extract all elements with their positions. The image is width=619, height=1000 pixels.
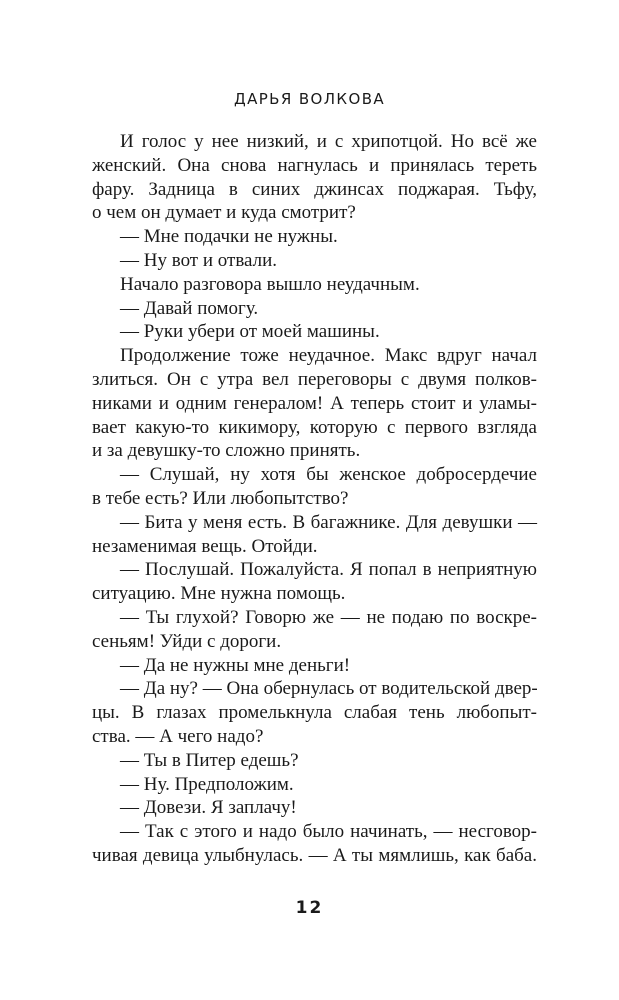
text-line: в тебе есть? Или любопытство? bbox=[92, 487, 349, 509]
text-line: чивая девица улыбнулась. — А ты мямлишь, как баба. bbox=[92, 844, 537, 866]
text-line: — Довези. Я заплачу! bbox=[120, 797, 297, 819]
text-line: — Послушай. Пожалуйста. Я попал в неприятную bbox=[120, 559, 537, 581]
text-line: незаменимая вещь. Отойди. bbox=[92, 535, 318, 557]
text-line: ситуацию. Мне нужна помощь. bbox=[92, 583, 346, 605]
text-line: — Бита у меня есть. В багажнике. Для девушки — bbox=[120, 511, 537, 533]
text-line: ства. — А чего надо? bbox=[92, 725, 264, 747]
text-line: — Слушай, ну хотя бы женское добросердечие bbox=[120, 464, 537, 486]
page-number: 12 bbox=[295, 898, 324, 918]
text-line: фару. Задница в синих джинсах поджарая. Тьфу, bbox=[92, 178, 537, 200]
text-line: — Так с этого и надо было начинать, — несговор- bbox=[120, 821, 537, 843]
text-line: женский. Она снова нагнулась и принялась тереть bbox=[92, 154, 537, 176]
text-line: — Ну. Предположим. bbox=[120, 773, 294, 795]
text-line: — Мне подачки не нужны. bbox=[120, 226, 338, 248]
text-line: о чем он думает и куда смотрит? bbox=[92, 202, 356, 224]
text-line: И голос у нее низкий, и с хрипотцой. Но всё же bbox=[120, 131, 537, 152]
text-line: вает какую-то кикимору, которую с первого взгляда bbox=[92, 416, 537, 438]
text-line: и за девушку-то сложно принять. bbox=[92, 440, 361, 462]
body-text bbox=[92, 130, 537, 868]
text-line: — Ты в Питер едешь? bbox=[120, 749, 299, 771]
text-line: никами и одним генералом! А теперь стоит и уламы- bbox=[92, 392, 537, 414]
text-line: — Да ну? — Она обернулась от водительской двер- bbox=[120, 678, 538, 700]
text-line: — Ты глухой? Говорю же — не подаю по воскре- bbox=[120, 606, 537, 628]
text-line: цы. В глазах промелькнула слабая тень любопыт- bbox=[92, 702, 537, 724]
text-line: — Давай помогу. bbox=[120, 297, 259, 319]
text-line: — Да не нужны мне деньги! bbox=[120, 654, 351, 676]
text-line: Продолжение тоже неудачное. Макс вдруг начал bbox=[120, 345, 537, 367]
text-line: злиться. Он с утра вел переговоры с двумя полков- bbox=[92, 368, 537, 390]
text-line: — Ну вот и отвали. bbox=[120, 249, 278, 271]
text-line: сеньям! Уйди с дороги. bbox=[92, 630, 282, 652]
running-head: ДАРЬЯ ВОЛКОВА bbox=[233, 90, 386, 108]
text-line: — Руки убери от моей машины. bbox=[120, 321, 380, 343]
text-line: Начало разговора вышло неудачным. bbox=[120, 273, 420, 295]
